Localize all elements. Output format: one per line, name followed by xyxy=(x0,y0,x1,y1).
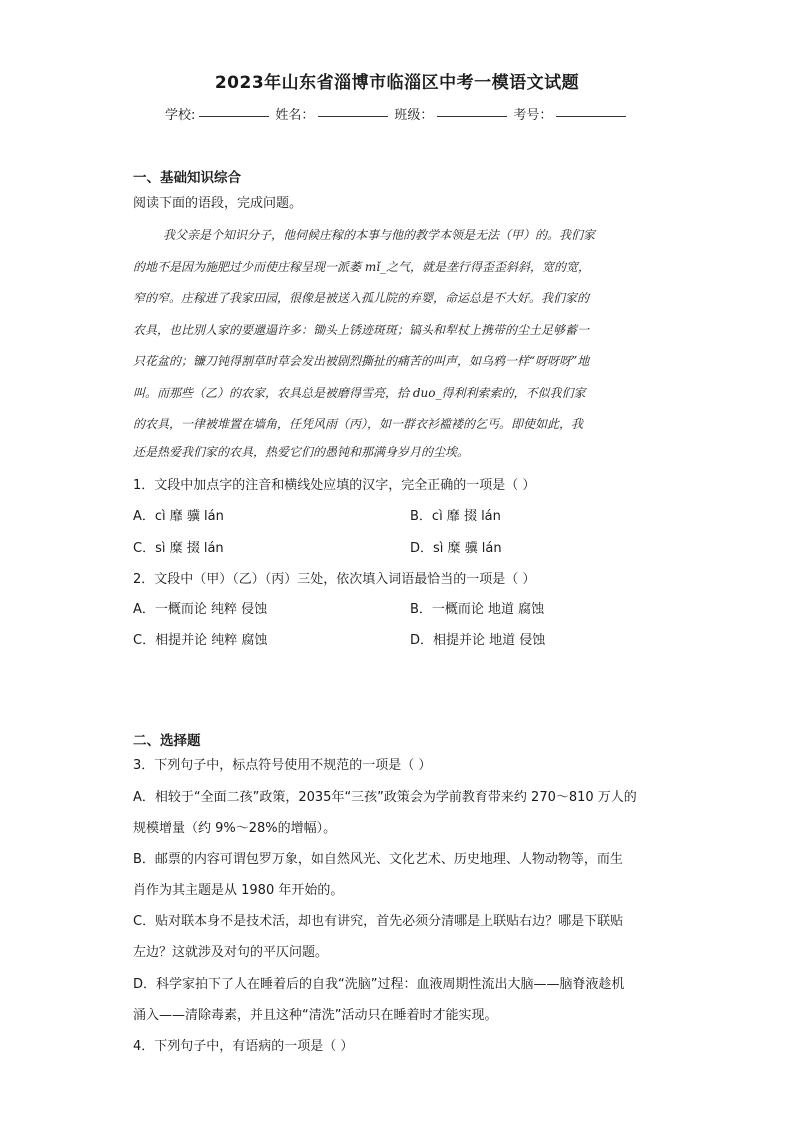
passage-line: 窄的窄。庄稼进了我家田园，很像是被送入孤儿院的弃婴，命运总是不大好。我们家的 xyxy=(133,291,590,305)
q3-option-line: 肖作为其主题是从 1980 年开始的。 xyxy=(133,883,344,898)
q2-option-b[interactable]: B．一概而论 地道 腐蚀 xyxy=(410,602,545,617)
page-title: 2023年山东省淄博市临淄区中考一模语文试题 xyxy=(214,73,580,93)
q3-option-line[interactable]: D．科学家拍下了人在睡着后的自我“洗脑”过程：血液周期性流出大脑——脑脊液趁机 xyxy=(133,977,625,992)
passage-line: 我父亲是个知识分子，他伺候庄稼的本事与他的教学本领是无法（甲）的。我们家 xyxy=(163,228,596,242)
question-2-stem: 2．文段中（甲）（乙）（丙）三处，依次填入词语最恰当的一项是（ ） xyxy=(133,572,536,587)
q1-option-c[interactable]: C．sì 糜 掇 lán xyxy=(133,541,224,556)
q1-option-a[interactable]: A．cì 靡 骥 lán xyxy=(133,509,224,524)
class-blank xyxy=(437,104,507,117)
section-heading-2: 二、选择题 xyxy=(133,733,201,749)
q3-option-line: 规模增量（约 9%～28%的增幅）。 xyxy=(133,821,337,836)
passage-line: 只花盆的；镰刀钝得割草时草会发出被剧烈撕扯的痛苦的叫声，如乌鸦一样“呀呀呀”地 xyxy=(133,354,590,368)
name-blank xyxy=(318,104,388,117)
q3-option-line: 左边？这就涉及对句的平仄问题。 xyxy=(133,945,329,960)
passage-line: 农具，也比别人家的要邋遢许多：锄头上锈迹斑斑；镐头和犁杖上携带的尘土足够蓄一 xyxy=(133,323,590,337)
q3-option-line[interactable]: A．相较于“全面二孩”政策，2035年“三孩”政策会为学前教育带来约 270～810 万人的 xyxy=(133,790,637,805)
passage-line: 的地不是因为施肥过少而使庄稼呈现一派萎 mǐ_之气，就是垄行得歪歪斜斜，宽的宽， xyxy=(133,260,591,274)
q1-option-b[interactable]: B．cì 靡 掇 lán xyxy=(410,509,501,524)
section1-instruction: 阅读下面的语段，完成问题。 xyxy=(133,196,303,211)
passage-line: 的农具，一律被堆置在墙角，任凭风雨（丙），如一群衣衫褴褛的乞丐。即使如此，我 xyxy=(133,417,584,431)
name-label: 姓名： xyxy=(275,108,315,123)
q3-option-line[interactable]: B．邮票的内容可谓包罗万象，如自然风光、文化艺术、历史地理、人物动物等，而生 xyxy=(133,852,623,867)
q3-option-line: 涌入——清除毒素，并且这种“清洗”活动只在睡着时才能实现。 xyxy=(133,1008,498,1023)
q2-option-a[interactable]: A．一概而论 纯粹 侵蚀 xyxy=(133,602,268,617)
passage-line: 叫。而那些（乙）的农家，农具总是被磨得雪亮，拾 duo_得利利索索的，不似我们家 xyxy=(133,386,586,400)
passage-line: 还是热爱我们家的农具，热爱它们的愚钝和那满身岁月的尘埃。 xyxy=(133,445,470,459)
section-heading-1: 一、基础知识综合 xyxy=(133,170,241,186)
exam-no-label: 考号： xyxy=(513,108,553,123)
question-1-stem: 1．文段中加点字的注音和横线处应填的汉字，完全正确的一项是（ ） xyxy=(133,478,536,493)
q2-option-d[interactable]: D．相提并论 地道 侵蚀 xyxy=(410,633,546,648)
class-label: 班级： xyxy=(394,108,434,123)
student-info-row xyxy=(165,104,635,123)
school-blank xyxy=(199,104,269,117)
question-3-stem: 3．下列句子中，标点符号使用不规范的一项是（ ） xyxy=(133,758,432,773)
exam-no-blank xyxy=(556,104,626,117)
school-label: 学校: xyxy=(165,108,196,123)
q1-option-d[interactable]: D．sì 糜 骥 lán xyxy=(410,541,502,556)
q2-option-c[interactable]: C．相提并论 纯粹 腐蚀 xyxy=(133,633,268,648)
q3-option-line[interactable]: C．贴对联本身不是技术活，却也有讲究，首先必须分清哪是上联贴右边？哪是下联贴 xyxy=(133,914,624,929)
question-4-stem: 4．下列句子中，有语病的一项是（ ） xyxy=(133,1039,354,1054)
